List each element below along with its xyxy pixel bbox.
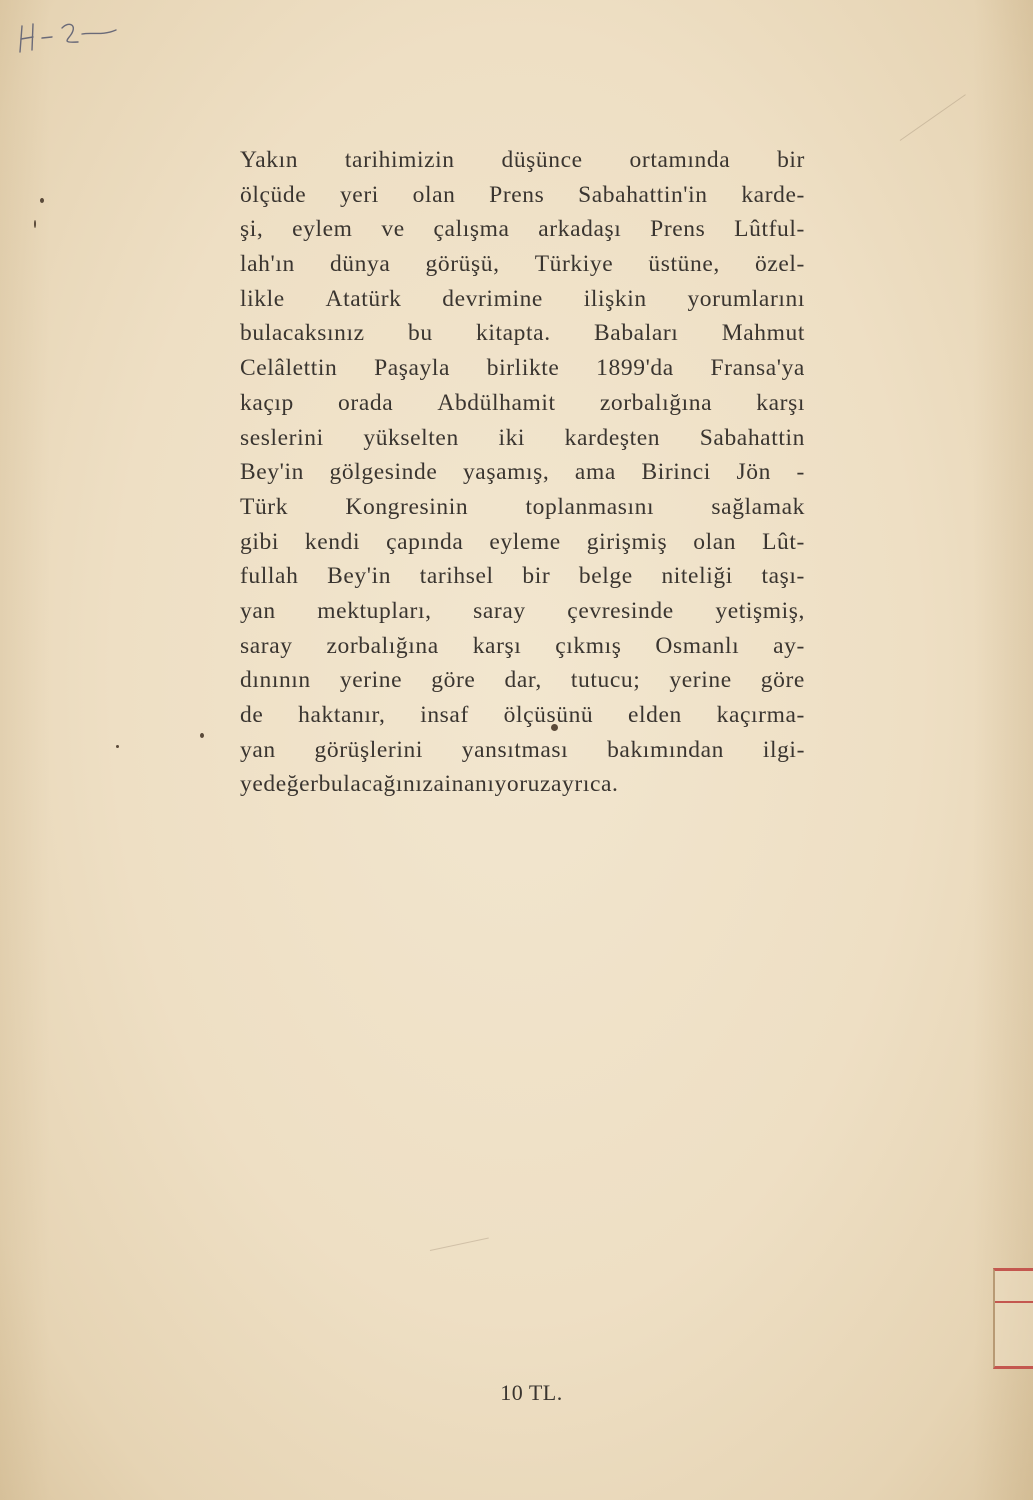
blurb-word: tarihimizin bbox=[344, 147, 455, 173]
blurb-line bbox=[240, 178, 805, 213]
blurb-word: gibi bbox=[240, 528, 279, 555]
blurb-word: yorumlarını bbox=[687, 285, 805, 312]
blurb-word: bakımından bbox=[607, 736, 725, 763]
blurb-line bbox=[240, 455, 805, 490]
blurb-word: Kongresinin bbox=[345, 493, 469, 520]
blurb-line bbox=[240, 698, 805, 733]
blurb-word: çıkmış bbox=[555, 632, 622, 659]
blurb-word: bulacaksınız bbox=[240, 320, 365, 347]
paper-crease bbox=[900, 94, 966, 141]
blurb-word: özel- bbox=[754, 251, 805, 278]
paper-speck bbox=[200, 733, 204, 738]
blurb-word: ama bbox=[574, 459, 616, 486]
blurb-line bbox=[240, 663, 805, 698]
blurb-word: ilgi- bbox=[762, 736, 805, 763]
price-label: 10 TL. bbox=[500, 1380, 563, 1405]
blurb-word: ölçüde bbox=[240, 181, 307, 208]
blurb-word: Mahmut bbox=[721, 320, 805, 347]
blurb-word: ve bbox=[381, 216, 405, 243]
blurb-word: niteliği bbox=[661, 563, 733, 590]
blurb-word: belge bbox=[578, 563, 633, 590]
blurb-word: inanıyoruz bbox=[444, 771, 552, 798]
blurb-word: yan bbox=[240, 597, 276, 624]
blurb-word: karşı bbox=[756, 389, 805, 416]
paper-crease bbox=[430, 1238, 489, 1251]
blurb-word: haktanır, bbox=[298, 702, 386, 728]
blurb-word: görüşü, bbox=[425, 251, 500, 278]
paper-speck bbox=[116, 745, 119, 748]
blurb-word: - bbox=[796, 459, 805, 486]
blurb-word: yeri bbox=[339, 181, 379, 208]
blurb-line bbox=[240, 767, 805, 802]
blurb-word: Paşayla bbox=[374, 355, 451, 382]
blurb-word: insaf bbox=[420, 702, 469, 728]
blurb-line bbox=[240, 629, 805, 664]
blurb-word: Sabahattin'in bbox=[578, 181, 708, 208]
blurb-line bbox=[240, 282, 805, 317]
blurb-word: üstüne, bbox=[648, 251, 720, 278]
paper-speck bbox=[40, 198, 44, 203]
blurb-word: zorbalığına bbox=[326, 632, 439, 659]
blurb-word: tutucu; bbox=[570, 667, 641, 694]
blurb-word: Türkiye bbox=[534, 251, 614, 278]
blurb-word: Fransa'ya bbox=[710, 355, 805, 382]
blurb-word: elden bbox=[628, 702, 682, 728]
blurb-word: girişmiş bbox=[586, 528, 668, 555]
blurb-word: bulacağınıza bbox=[318, 771, 445, 798]
blurb-line bbox=[240, 733, 805, 768]
blurb-word: yaşamış, bbox=[462, 459, 550, 486]
blurb-word: toplanmasını bbox=[525, 493, 655, 520]
blurb-word: kaçıp bbox=[240, 389, 294, 416]
blurb-line bbox=[240, 525, 805, 560]
blurb-word: kardeşten bbox=[564, 424, 661, 451]
blurb-word: saray bbox=[473, 597, 526, 624]
blurb-word: Celâlettin bbox=[240, 355, 338, 382]
blurb-word: Yakın bbox=[240, 147, 299, 173]
blurb-line bbox=[240, 594, 805, 629]
blurb-word: olan bbox=[412, 181, 456, 208]
blurb-word: de bbox=[240, 702, 264, 728]
blurb-line bbox=[240, 143, 805, 178]
blurb-word: mektupları, bbox=[317, 597, 432, 624]
blurb-word: ayrıca. bbox=[551, 771, 619, 798]
blurb-line bbox=[240, 490, 805, 525]
blurb-word: olan bbox=[693, 528, 737, 555]
blurb-word: göre bbox=[760, 667, 805, 694]
blurb-word: yan bbox=[240, 736, 276, 763]
blurb-word: taşı- bbox=[761, 563, 805, 590]
blurb-word: yükselten bbox=[363, 424, 459, 451]
blurb-word: gölgesinde bbox=[329, 459, 438, 486]
blurb-word: Bey'in bbox=[327, 563, 392, 590]
blurb-word: Birinci bbox=[641, 459, 711, 486]
paper-edge-shadow-left bbox=[0, 0, 50, 1500]
blurb-word: şi, bbox=[240, 216, 264, 243]
blurb-word: Prens bbox=[489, 181, 545, 208]
blurb-word: devrimine bbox=[442, 285, 543, 312]
blurb-word: lah'ın bbox=[240, 251, 295, 278]
blurb-word: birlikte bbox=[486, 355, 560, 382]
blurb-word: eylem bbox=[292, 216, 353, 243]
blurb-word: saray bbox=[240, 632, 293, 659]
blurb-word: Abdülhamit bbox=[437, 389, 556, 416]
blurb-word: fullah bbox=[240, 563, 299, 590]
blurb-word: iki bbox=[498, 424, 526, 451]
blurb-word: ye bbox=[240, 771, 264, 798]
blurb-word: dar, bbox=[504, 667, 542, 694]
blurb-word: bir bbox=[777, 147, 805, 173]
blurb-word: zorbalığına bbox=[599, 389, 713, 416]
blurb-word: kitapta. bbox=[476, 320, 551, 347]
blurb-text bbox=[240, 143, 805, 802]
blurb-word: yerine bbox=[339, 667, 403, 694]
blurb-word: çevresinde bbox=[567, 597, 674, 624]
blurb-word: Bey'in bbox=[240, 459, 304, 486]
blurb-word: karde- bbox=[741, 181, 805, 208]
blurb-word: Atatürk bbox=[325, 285, 402, 312]
blurb-word: görüşlerini bbox=[314, 736, 423, 763]
blurb-word: likle bbox=[240, 285, 285, 312]
blurb-word: bir bbox=[522, 563, 551, 590]
blurb-word: dünya bbox=[329, 251, 391, 278]
blurb-word: düşünce bbox=[501, 147, 583, 173]
blurb-line bbox=[240, 559, 805, 594]
blurb-word: arkadaşı bbox=[538, 216, 622, 243]
blurb-word: bu bbox=[408, 320, 433, 347]
blurb-word: Babaları bbox=[594, 320, 679, 347]
blurb-word: karşı bbox=[472, 632, 522, 659]
paper-speck bbox=[34, 220, 36, 228]
blurb-word: sağlamak bbox=[711, 493, 805, 520]
blurb-word: Jön bbox=[736, 459, 771, 486]
blurb-word: dınının bbox=[240, 667, 311, 694]
blurb-line bbox=[240, 421, 805, 456]
blurb-word: çapında bbox=[386, 528, 464, 555]
blurb-word: ölçüsünü bbox=[503, 702, 594, 728]
blurb-word: çalışma bbox=[433, 216, 510, 243]
blurb-word: seslerini bbox=[240, 424, 324, 451]
blurb-word: eyleme bbox=[489, 528, 561, 555]
blurb-word: yetişmiş, bbox=[715, 597, 805, 624]
blurb-word: Lût- bbox=[762, 528, 805, 555]
blurb-word: Sabahattin bbox=[699, 424, 805, 451]
blurb-word: yerine bbox=[669, 667, 732, 694]
library-tab-mark bbox=[993, 1268, 1033, 1369]
blurb-word: değer bbox=[263, 771, 319, 798]
blurb-word: kaçırma- bbox=[716, 702, 805, 728]
blurb-word: ay- bbox=[773, 632, 805, 659]
handwritten-note bbox=[12, 12, 122, 62]
blurb-word: kendi bbox=[304, 528, 361, 555]
blurb-word: göre bbox=[431, 667, 476, 694]
blurb-word: Lûtful- bbox=[734, 216, 805, 243]
blurb-word: orada bbox=[338, 389, 394, 416]
blurb-word: Türk bbox=[240, 493, 289, 520]
blurb-line bbox=[240, 212, 805, 247]
blurb-line bbox=[240, 316, 805, 351]
blurb-line bbox=[240, 247, 805, 282]
blurb-word: yansıtması bbox=[461, 736, 569, 763]
blurb-line bbox=[240, 351, 805, 386]
blurb-word: ortamında bbox=[629, 147, 731, 173]
blurb-word: 1899'da bbox=[596, 355, 674, 382]
blurb-word: Osmanlı bbox=[655, 632, 740, 659]
blurb-word: ilişkin bbox=[583, 285, 647, 312]
blurb-word: Prens bbox=[650, 216, 706, 243]
blurb-word: tarihsel bbox=[419, 563, 494, 590]
blurb-line bbox=[240, 386, 805, 421]
